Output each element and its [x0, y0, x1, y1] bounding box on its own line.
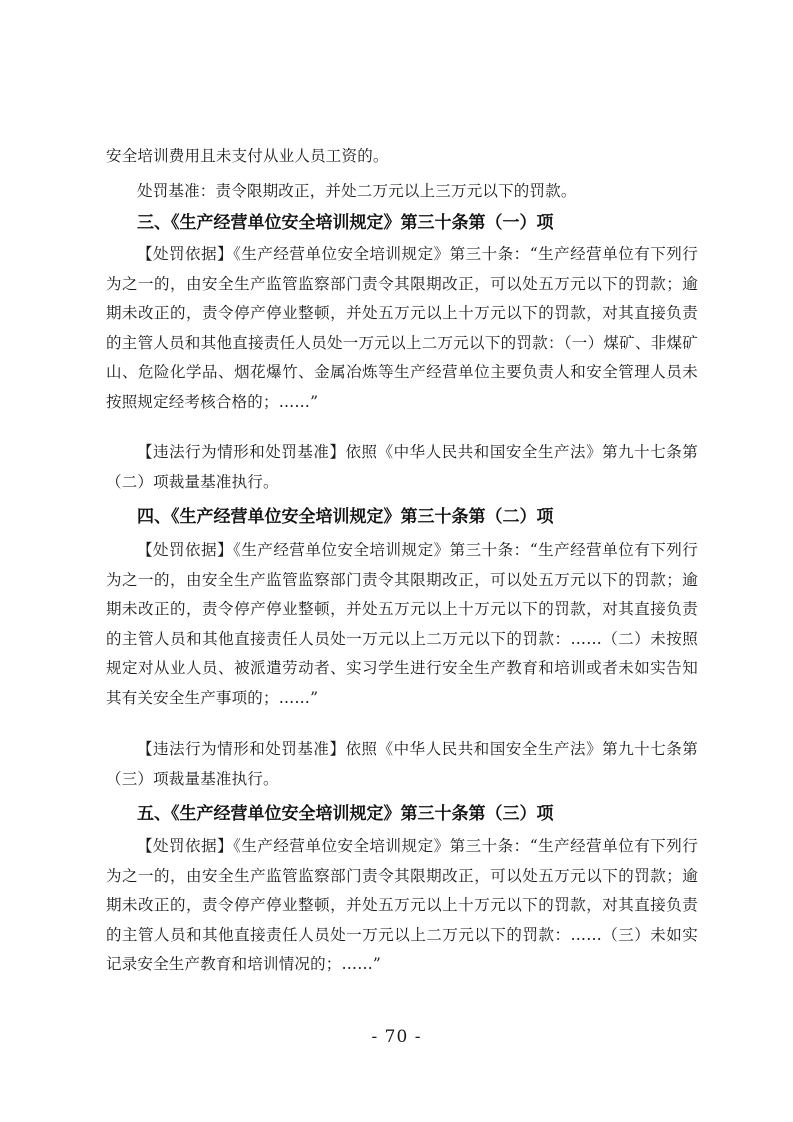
intro-basis: 处罚基准：责令限期改正，并处二万元以上三万元以下的罚款。	[137, 182, 577, 200]
standard-label: 【违法行为情形和处罚基准】	[137, 740, 346, 758]
basis-text: 《生产经营单位安全培训规定》第三十条：“生产经营单位有下列行为之一的，由安全生产监管监察部门责令其限期改正，可以处五万元以下的罚款；逾期未改正的，责令停产停业整顿，并处五万元以上十万元以下的罚款，对其直接负责的主管人员和其他直接责任人员处一万元以上二万元以下的罚款：（一）煤矿、非煤矿山、危险化学品、烟花爆竹、金属冶炼等生产经营单位主要负责人和安全管理人员未按照规定经考核合格的；……”	[106, 245, 698, 411]
section-heading-5: 五、《生产经营单位安全培训规定》第三十条第（三）项	[137, 804, 554, 824]
standard-text: 依照《中华人民共和国安全生产法》第九十七条第（三）项裁量基准执行。	[106, 740, 698, 788]
basis-label: 【处罚依据】	[137, 837, 234, 855]
page-number: - 70 -	[371, 1027, 422, 1047]
section-4-standard	[106, 735, 698, 794]
section-4-basis	[106, 536, 698, 714]
basis-label: 【处罚依据】	[137, 541, 234, 559]
intro-continuation: 安全培训费用且未支付从业人员工资的。	[106, 147, 389, 165]
section-5-basis	[106, 832, 698, 980]
section-heading-4: 四、《生产经营单位安全培训规定》第三十条第（二）项	[137, 507, 554, 527]
basis-text: 《生产经营单位安全培训规定》第三十条：“生产经营单位有下列行为之一的，由安全生产监管监察部门责令其限期改正，可以处五万元以下的罚款；逾期未改正的，责令停产停业整顿，并处五万元以上十万元以下的罚款，对其直接负责的主管人员和其他直接责任人员处一万元以上二万元以下的罚款：……（二）未按照规定对从业人员、被派遣劳动者、实习学生进行安全生产教育和培训或者未如实告知其有关安全生产事项的；……”	[106, 541, 698, 707]
section-heading-3: 三、《生产经营单位安全培训规定》第三十条第（一）项	[137, 213, 554, 233]
section-3-standard	[106, 438, 698, 497]
standard-text: 依照《中华人民共和国安全生产法》第九十七条第（二）项裁量基准执行。	[106, 443, 698, 491]
basis-text: 《生产经营单位安全培训规定》第三十条：“生产经营单位有下列行为之一的，由安全生产监管监察部门责令其限期改正，可以处五万元以下的罚款；逾期未改正的，责令停产停业整顿，并处五万元以上十万元以下的罚款，对其直接负责的主管人员和其他直接责任人员处一万元以上二万元以下的罚款：……（三）未如实记录安全生产教育和培训情况的；……”	[106, 837, 698, 974]
standard-label: 【违法行为情形和处罚基准】	[137, 443, 346, 461]
section-3-basis	[106, 240, 698, 418]
basis-label: 【处罚依据】	[137, 245, 234, 263]
